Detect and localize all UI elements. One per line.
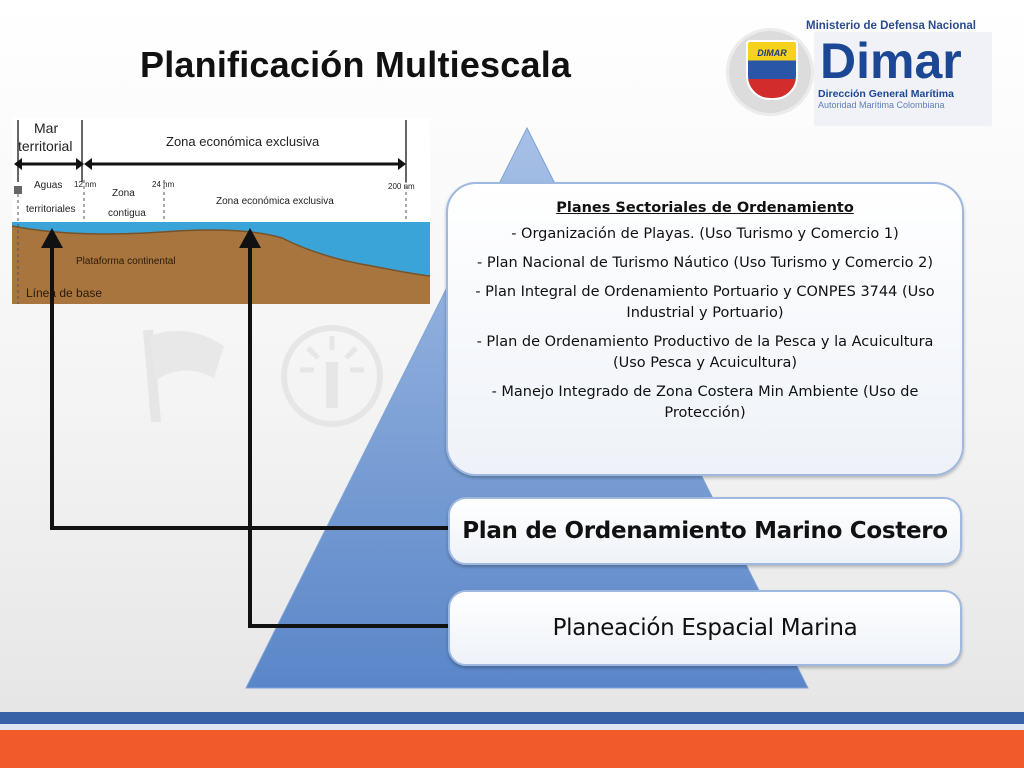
logo-subtitle-2: Autoridad Marítima Colombiana [818, 100, 945, 110]
linea-base-label: Línea de base [26, 286, 103, 300]
sectoral-header: Planes Sectoriales de Ordenamiento [556, 200, 854, 216]
arrow-espacial-marina [250, 244, 450, 626]
shield-text: DIMAR [757, 48, 787, 58]
aguas-label-line1: Aguas [34, 180, 63, 191]
mark-24: 24 nm [152, 180, 175, 189]
zona-label-line2: contigua [108, 208, 146, 219]
mark-12: 12 nm [74, 180, 97, 189]
zee-inner-label: Zona económica exclusiva [216, 196, 334, 207]
aguas-label-line2: territoriales [26, 204, 76, 215]
page-title: Planificación Multiescala [140, 44, 572, 85]
mark-200: 200 nm [388, 182, 415, 191]
plataforma-label: Plataforma continental [76, 256, 176, 267]
mar-label-line1: Mar [34, 120, 59, 136]
mar-label-line2: territorial [18, 138, 73, 154]
logo-brand: Dimar [820, 33, 962, 89]
marine-spatial-planning-box [448, 590, 962, 666]
arrowhead-1-icon [41, 228, 63, 248]
marine-coastal-plan-box [448, 497, 962, 565]
footer-stripe-orange [0, 730, 1024, 768]
marine-coastal-plan-label: Plan de Ordenamiento Marino Costero [462, 518, 948, 544]
sectoral-plans-box [446, 182, 964, 476]
marine-spatial-planning-label: Planeación Espacial Marina [552, 615, 858, 641]
logo-ministry: Ministerio de Defensa Nacional [806, 20, 976, 32]
arrowhead-2-icon [239, 228, 261, 248]
sectoral-item: - Plan de Ordenamiento Productivo de la Pesca y la Acuicultura (Uso Pesca y Acuicultura) [476, 334, 934, 371]
zee-top-label: Zona económica exclusiva [166, 134, 320, 149]
zona-label-line1: Zona [112, 188, 135, 199]
sectoral-item: - Plan Nacional de Turismo Náutico (Uso Turismo y Comercio 2) [477, 255, 933, 271]
footer-stripe-blue [0, 712, 1024, 724]
sectoral-item: - Organización de Playas. (Uso Turismo y Comercio 1) [511, 226, 899, 242]
sectoral-item: - Manejo Integrado de Zona Costera Min Ambiente (Uso de Protección) [491, 384, 919, 421]
logo-subtitle-1: Dirección General Marítima [818, 88, 954, 100]
sectoral-item: - Plan Integral de Ordenamiento Portuario y CONPES 3744 (Uso Industrial y Portuario) [475, 284, 935, 321]
